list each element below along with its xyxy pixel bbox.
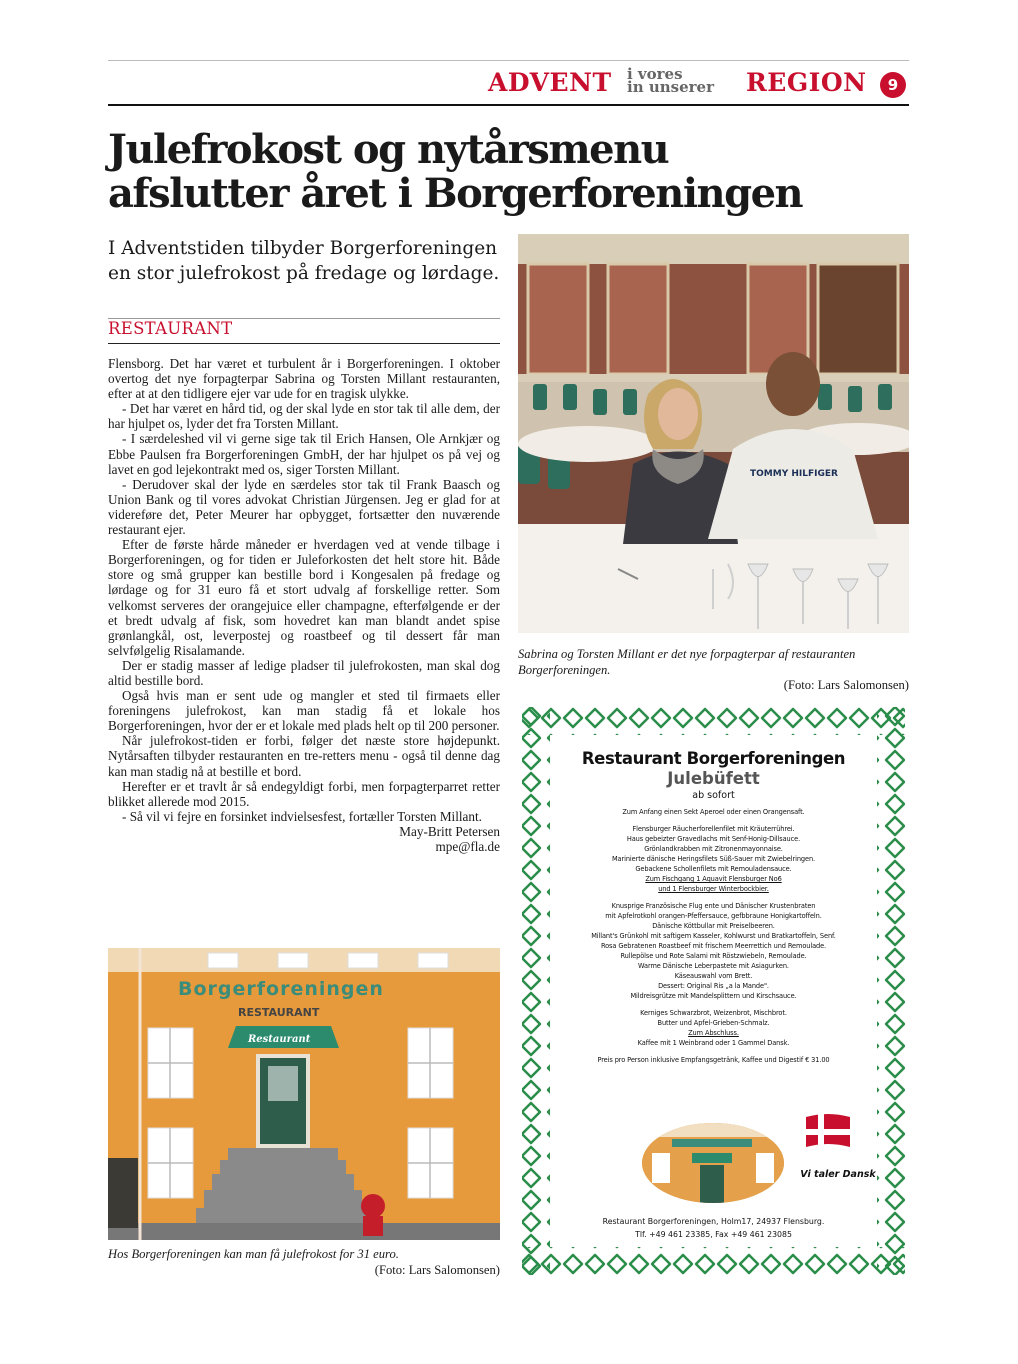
header-rule bbox=[108, 104, 909, 106]
photo-building-credit: (Foto: Lars Salomonsen) bbox=[374, 1263, 500, 1277]
ad-menu-line: Kaffee mit 1 Weinbrand oder 1 Gammel Dansk. bbox=[637, 1039, 790, 1047]
ad-menu-line: Zum Abschluss. bbox=[688, 1029, 739, 1037]
ad-menu-line: Zum Anfang einen Sekt Aperoel oder einen Orangensaft. bbox=[622, 808, 805, 816]
body-paragraph: Når julefrokost-tiden er forbi, følger det næste store højdepunkt. Nytårsaften tilbyder restauranten en tre-retters menu - også til denne dag kan man stadig nå at bestille et bord. bbox=[108, 733, 500, 779]
body-paragraph: Der er stadig masser af ledige pladser til julefrokosten, man skal dog altid bestille bord. bbox=[108, 657, 500, 688]
ad-menu-line: Dänische Köttbullar mit Preiselbeeren. bbox=[652, 922, 775, 930]
header-ivores-line1: i vores bbox=[627, 65, 683, 83]
ad-subtitle: Julebüfett bbox=[667, 769, 760, 788]
ad-menu-line: Marinierte dänische Heringsfilets Süß-Sauer mit Zwiebelringen. bbox=[611, 855, 816, 863]
ad-menu-line: Rosa Gebratenen Roastbeef mit frischem Meerrettich und Remoulade. bbox=[600, 942, 827, 950]
ad-menu bbox=[556, 807, 871, 1065]
ad-phone: Tlf. +49 461 23385, Fax +49 461 23085 bbox=[635, 1230, 792, 1239]
ad-menu-line: Zum Fischgang 1 Aquavit Flensburger No6 bbox=[645, 875, 782, 883]
ad-menu-line: Butter und Apfel-Grieben-Schmalz. bbox=[657, 1019, 770, 1027]
body-paragraph: - Derudover skal der lyde en særdeles stor tak til Frank Baasch og Union Bank og til vores advokat Christian Jürgensen. Jeg er glad for at videreføre det, Peter Meurer har opbygget, fortsætter den nuværende restaurant ejer. bbox=[108, 476, 500, 538]
building-sign: Borgerforeningen bbox=[178, 978, 384, 1000]
body-paragraph: Herefter er et travlt år så endegyldigt forbi, men forpagterparret retter blikket allerede mod 2015. bbox=[108, 778, 500, 809]
ad-ab-sofort: ab sofort bbox=[692, 790, 735, 801]
ad-vi-taler-dansk: Vi taler Dansk bbox=[800, 1169, 876, 1180]
body-paragraph: - I særdeleshed vil vi gerne sige tak til Erich Hansen, Ole Arnkjær og Ebbe Paulsen fra Borgerforeningen GmbH, der har hjulpet os på vej og lavet en god lejekontrakt med os, siger Torsten Millant. bbox=[108, 431, 500, 477]
photo-owners-credit: (Foto: Lars Salomonsen) bbox=[783, 678, 909, 692]
sweater-logo: TOMMY HILFIGER bbox=[750, 469, 838, 479]
photo-owners bbox=[518, 234, 909, 633]
ad-address-block bbox=[556, 1215, 871, 1241]
ad-menu-line: Käseauswahl vom Brett. bbox=[674, 972, 753, 980]
ad-menu-line: Dessert: Original Ris „a la Mande". bbox=[658, 982, 769, 990]
photo-owners-image bbox=[518, 234, 909, 633]
body-paragraph: Også hvis man er sent ude og mangler et sted til firmaets eller foreningens julefrokost, kan man stadig få et lokale hos Borgerforeningen, hvor der er et lokale med plads helt op til 200 personer. bbox=[108, 688, 500, 734]
awning-text: Restaurant bbox=[248, 1034, 311, 1045]
ad-menu-line: Preis pro Person inklusive Empfangsgetränk, Kaffee und Digestif € 31.00 bbox=[597, 1056, 830, 1064]
body-paragraph: - Det har været en hård tid, og der skal lyde en stor tak til alle dem, der har hjulpet os, lyder det fra Torsten Millant. bbox=[108, 401, 500, 432]
ad-menu-line: Mildreisgrütze mit Mandelsplittern und Kirschsauce. bbox=[630, 992, 797, 1000]
section-label-text: RESTAURANT bbox=[108, 319, 233, 338]
ad-menu-line: Grönlandkrabben mit Zitronenmayonnaise. bbox=[644, 845, 783, 853]
ad-menu-line: Knusprige Französische Flug ente und Dänischer Krustenbraten bbox=[611, 902, 816, 910]
ad-content bbox=[556, 739, 876, 1244]
header-region: REGION bbox=[746, 68, 867, 97]
page-header bbox=[108, 66, 909, 106]
lead-paragraph bbox=[108, 236, 500, 286]
ad-menu-line: Kerniges Schwarzbrot, Weizenbrot, Mischbrot. bbox=[640, 1009, 787, 1017]
body-paragraph: - Så vil vi fejre en forsinket indvielsesfest, fortæller Torsten Millant. bbox=[122, 808, 482, 824]
body-paragraph: Flensborg. Det har været et turbulent år i Borgerforeningen. I oktober overtog det nye forpagterpar Sabrina og Torsten Millant restauranten, efter at at den tidligere ejer var ude for en tragisk ulykke. bbox=[108, 356, 500, 402]
headline-line1: Julefrokost og nytårsmenu bbox=[108, 126, 669, 173]
ad-building-photo-image bbox=[642, 1123, 784, 1203]
photo-owners-caption bbox=[518, 647, 909, 694]
top-rule bbox=[108, 60, 909, 61]
header-advent: ADVENT bbox=[488, 68, 612, 97]
ad-title: Restaurant Borgerforeningen bbox=[581, 749, 846, 768]
danish-flag-icon bbox=[804, 1113, 852, 1153]
author-name: May-Britt Petersen bbox=[399, 823, 500, 839]
ad-building-photo bbox=[642, 1123, 784, 1203]
lead-line1: I Adventstiden tilbyder Borgerforeningen bbox=[108, 238, 498, 259]
ad-menu-line: Haus gebeizter Gravedlachs mit Senf-Honig-Dillsauce. bbox=[626, 835, 801, 843]
ad-menu-line: Gebackene Schollenfilets mit Remouladensauce. bbox=[635, 865, 792, 873]
headline-line2: afslutter året i Borgerforeningen bbox=[108, 170, 803, 217]
ad-menu-line: Warme Dänische Leberpastete mit Asiagurken. bbox=[638, 962, 789, 970]
photo-building-caption-text: Hos Borgerforeningen kan man få julefrokost for 31 euro. bbox=[108, 1247, 399, 1261]
ad-menu-line: Flensburger Räucherforellenfilet mit Kräuterrührei. bbox=[632, 825, 795, 833]
ad-menu-gap bbox=[556, 894, 871, 901]
ad-menu-line: mit Apfelrotkohl orangen-Pfeffersauce, gefbbraune Honigkartoffeln. bbox=[605, 912, 822, 920]
advertisement-julebuffet bbox=[518, 705, 909, 1280]
lead-line2: en stor julefrokost på fredage og lørdage. bbox=[108, 263, 500, 284]
ad-menu-line: und 1 Flensburger Winterbockbier. bbox=[658, 885, 769, 893]
ad-menu-line: Rullepölse und Rote Salami mit Röstzwiebeln, Remoulade. bbox=[620, 952, 807, 960]
headline bbox=[108, 128, 909, 216]
ad-menu-gap bbox=[556, 1048, 871, 1055]
ad-menu-gap bbox=[556, 1001, 871, 1008]
photo-owners-caption-text: Sabrina og Torsten Millant er det nye forpagterpar af restauranten Borgerforeningen. bbox=[518, 647, 856, 677]
article-body bbox=[108, 356, 500, 854]
photo-building-image bbox=[108, 948, 500, 1240]
ad-address: Restaurant Borgerforeningen, Holm17, 24937 Flensburg. bbox=[602, 1217, 825, 1226]
header-ivores bbox=[627, 65, 714, 96]
author-email: mpe@fla.de bbox=[435, 839, 500, 854]
section-label-rule bbox=[108, 343, 500, 344]
ad-menu-line: Millant's Grünkohl mit saftigem Kasseler, Kohlwurst und Bratkartoffeln, Senf. bbox=[591, 932, 836, 940]
section-label bbox=[108, 318, 500, 344]
ad-menu-gap bbox=[556, 817, 871, 824]
page-number-badge: 9 bbox=[880, 72, 906, 98]
header-ivores-line2: in unserer bbox=[627, 78, 714, 96]
building-sub-sign: RESTAURANT bbox=[238, 1006, 320, 1019]
body-paragraph: Efter de første hårde måneder er hverdagen ved at vende tilbage i Borgerforeningen, og for tiden er Juleforkosten det helt store hit. Både store og små grupper kan bestille bord i Kongesalen på fredage og lørdage og for 31 euro få et stort udvalg af forskellige retter. Som velkomst serveres der orangejuice eller champagne, efterfølgende er der et bredt udvalg af fisk, som hovedret kan man blandt andet spise grønlangkål, ost, leverpostej og roastbeef og til dessert får man selvfølgelig Risalamande. bbox=[108, 537, 500, 658]
photo-building bbox=[108, 948, 500, 1240]
photo-building-caption bbox=[108, 1246, 500, 1278]
